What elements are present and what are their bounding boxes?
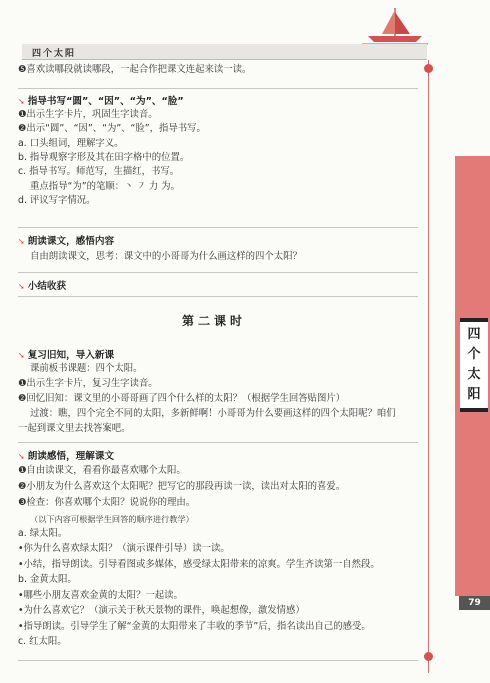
sailboat-ornament-icon [360, 6, 430, 46]
section-divider [18, 296, 418, 297]
arrow-icon: ➘ [18, 452, 25, 461]
body-line: ❷小朋友为什么喜欢这个太阳呢？把写它的那段再读一读，读出对太阳的喜爱。 [18, 481, 346, 492]
side-tab-char: 个 [467, 347, 481, 362]
body-line: b. 指导观察字形及其在田字格中的位置。 [18, 152, 190, 163]
page-number: 79 [459, 596, 490, 610]
body-line: d. 评议写字情况。 [18, 195, 96, 206]
header-band [22, 44, 427, 59]
body-line: ❷回忆旧知：课文里的小哥哥画了四个什么样的太阳？（根据学生回答贴图片） [18, 393, 346, 404]
body-line: 课前板书课题：四个太阳。 [30, 363, 143, 374]
body-line: 过渡：瞧，四个完全不同的太阳，多新鲜啊！小哥哥为什么要画这样的四个太阳呢？咱们 [30, 408, 396, 419]
body-line: •你为什么喜欢绿太阳？（演示课件引导）读一读。 [18, 543, 230, 554]
margin-line [428, 60, 429, 673]
body-line: ❸检查：你喜欢哪个太阳？说说你的理由。 [18, 497, 196, 508]
side-tab-label [460, 318, 488, 412]
body-line: c. 指导书写。师范写，生描红，书写。 [18, 166, 180, 177]
body-line: •为什么喜欢它？（演示关于秋天景物的课件，唤起想像，激发情感） [18, 605, 305, 616]
body-line: b. 金黄太阳。 [18, 574, 77, 585]
margin-dot-bottom [424, 652, 433, 661]
arrow-icon: ➘ [18, 237, 25, 246]
body-line: •哪些小朋友喜欢金黄的太阳？一起读。 [18, 590, 183, 601]
body-line: 一起到课文里去找答案吧。 [18, 423, 131, 434]
side-tab-char: 四 [467, 327, 481, 342]
body-line: •小结，指导朗读。引导看图或多媒体，感受绿太阳带来的凉爽。学生齐读第一自然段。 [18, 559, 380, 570]
body-line: a. 口头组词，理解字义。 [18, 138, 124, 149]
section-divider [18, 227, 418, 228]
side-tab-char: 太 [467, 367, 481, 382]
section-divider [18, 442, 418, 443]
arrow-icon: ➘ [18, 351, 25, 360]
arrow-icon: ➘ [18, 97, 25, 106]
section-title: ➘ 指导书写“圆”、“因”、“为”、“脸” [18, 96, 184, 107]
side-tab-char: 阳 [467, 387, 481, 402]
body-line: c. 红太阳。 [18, 636, 67, 647]
section-title: ➘ 复习旧知，导入新课 [18, 350, 115, 361]
header-title: 四个太阳 [32, 49, 77, 59]
lesson-title: 第二课时 [181, 314, 246, 328]
body-line: ❷出示“圆”、“因”、“为”、“脸”，指导书写。 [18, 123, 206, 134]
body-line: a. 绿太阳。 [18, 528, 68, 539]
arrow-icon: ➘ [18, 282, 25, 291]
section-title: ➘ 朗读课文，感悟内容 [18, 236, 115, 247]
body-line: ❺喜欢读哪段就读哪段，一起合作把课文连起来读一读。 [18, 64, 252, 75]
body-line: 自由朗读课文，思考：课文中的小哥哥为什么画这样的四个太阳？ [30, 251, 302, 262]
body-note: （以下内容可根据学生回答的顺序进行教学） [30, 514, 194, 524]
margin-dot-top [424, 64, 433, 73]
section-title: ➘ 小结收获 [18, 281, 67, 292]
body-line: ❶自由读课文，看看你最喜欢哪个太阳。 [18, 465, 186, 476]
section-divider [18, 88, 418, 89]
body-line: ❶出示生字卡片，巩固生字读音。 [18, 109, 158, 120]
body-line: 重点指导“为”的笔顺：丶 ㇇ 力 为。 [30, 181, 180, 192]
body-line: •指导朗读。引导学生了解“金黄的太阳带来了丰收的季节”后，指名读出自己的感受。 [18, 621, 371, 632]
section-title: ➘ 朗读感悟，理解课文 [18, 451, 115, 462]
section-divider [18, 272, 418, 273]
header-divider [22, 59, 427, 60]
footer-divider [18, 660, 418, 661]
body-line: ❶出示生字卡片，复习生字读音。 [18, 378, 158, 389]
